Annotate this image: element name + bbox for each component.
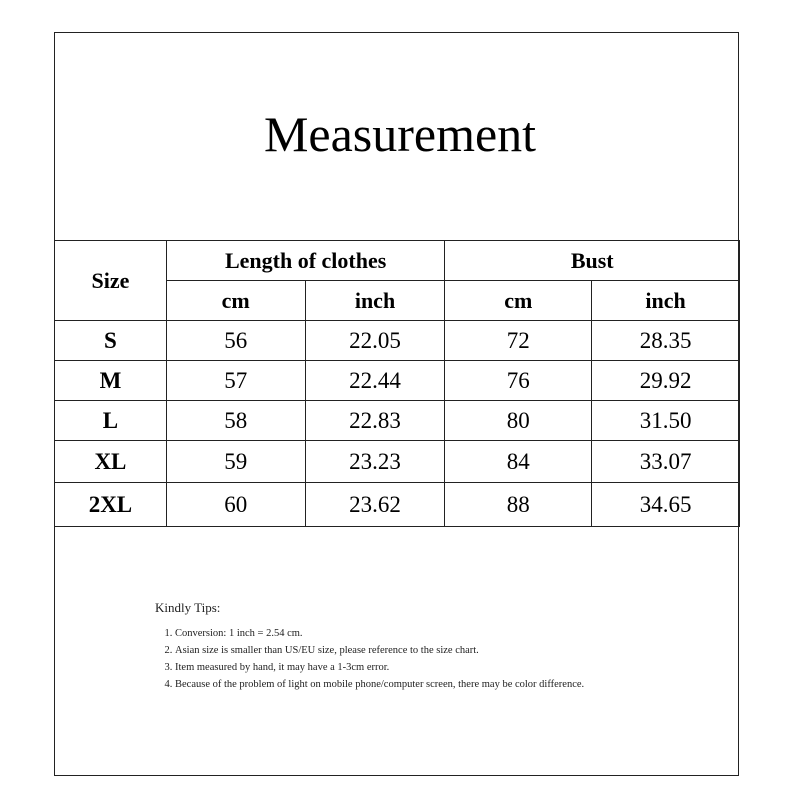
bust-header: Bust (445, 241, 740, 281)
size-cell: 2XL (55, 483, 167, 527)
table-row (55, 483, 740, 527)
value-cell: 60 (166, 483, 305, 527)
size-cell: S (55, 321, 167, 361)
value-cell: 84 (445, 441, 592, 483)
value-cell: 31.50 (592, 401, 740, 441)
value-cell: 22.44 (305, 361, 445, 401)
size-cell: M (55, 361, 167, 401)
value-cell: 58 (166, 401, 305, 441)
tips-heading: Kindly Tips: (155, 600, 221, 615)
size-cell: L (55, 401, 167, 441)
tip-item: 3. Item measured by hand, it may have a 1-3cm error. (175, 659, 584, 676)
value-cell: 80 (445, 401, 592, 441)
unit-header: inch (592, 281, 740, 321)
value-cell: 72 (445, 321, 592, 361)
value-cell: 23.62 (305, 483, 445, 527)
page-title: Measurement (263, 106, 537, 162)
value-cell: 59 (166, 441, 305, 483)
tip-item: 4. Because of the problem of light on mobile phone/computer screen, there may be color difference. (175, 676, 584, 693)
table-row (55, 441, 740, 483)
table-row (55, 361, 740, 401)
value-cell: 22.83 (305, 401, 445, 441)
tips-section (155, 600, 584, 693)
value-cell: 23.23 (305, 441, 445, 483)
value-cell: 22.05 (305, 321, 445, 361)
value-cell: 56 (166, 321, 305, 361)
tip-item: 2. Asian size is smaller than US/EU size, please reference to the size chart. (175, 642, 584, 659)
table-row (55, 321, 740, 361)
value-cell: 28.35 (592, 321, 740, 361)
value-cell: 33.07 (592, 441, 740, 483)
value-cell: 29.92 (592, 361, 740, 401)
size-cell: XL (55, 441, 167, 483)
value-cell: 34.65 (592, 483, 740, 527)
unit-header: inch (305, 281, 445, 321)
tip-item: 1. Conversion: 1 inch = 2.54 cm. (175, 625, 584, 642)
unit-header: cm (166, 281, 305, 321)
value-cell: 57 (166, 361, 305, 401)
length-header: Length of clothes (166, 241, 445, 281)
unit-header: cm (445, 281, 592, 321)
size-table (54, 240, 740, 527)
value-cell: 88 (445, 483, 592, 527)
value-cell: 76 (445, 361, 592, 401)
size-header: Size (55, 241, 167, 321)
table-row (55, 401, 740, 441)
